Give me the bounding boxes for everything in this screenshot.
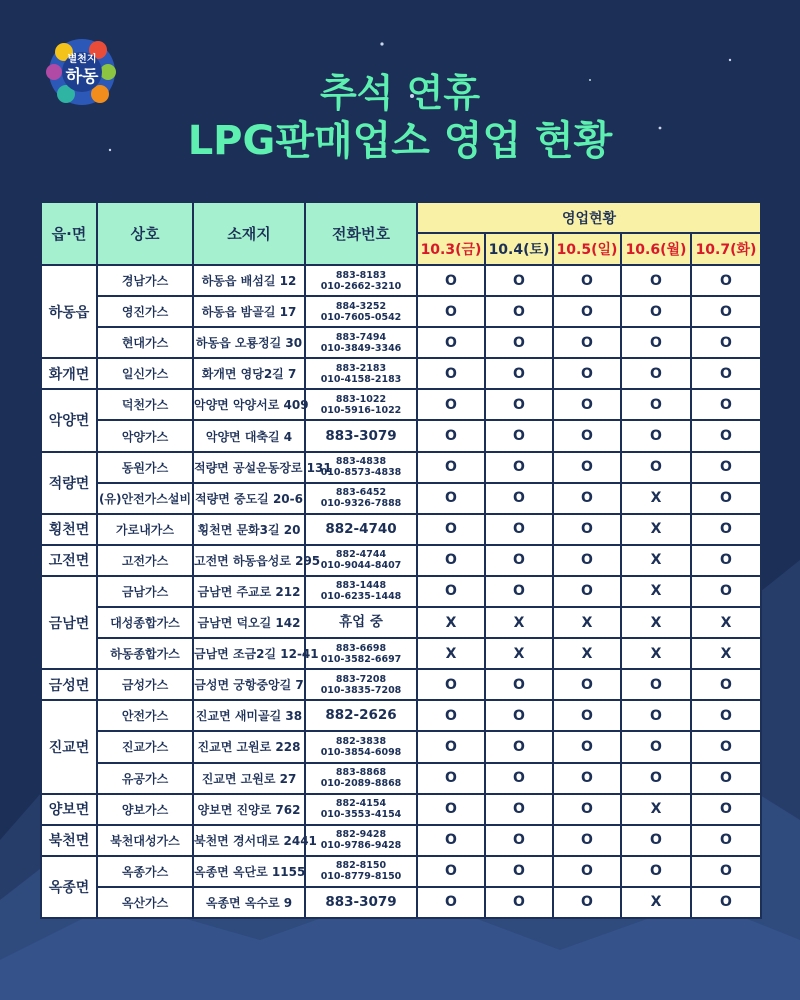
phone-cell	[305, 483, 417, 514]
shop-cell: 가로내가스	[97, 514, 193, 545]
phone-line-2: 010-9326-7888	[320, 498, 402, 510]
phone-line-2: 010-5916-1022	[320, 404, 402, 416]
table-row	[41, 607, 761, 638]
status-mark: O	[691, 576, 761, 607]
shop-cell: 진교가스	[97, 731, 193, 762]
address-cell: 옥종면 옥단로 1155	[193, 856, 305, 887]
address-cell: 옥종면 옥수로 9	[193, 887, 305, 918]
status-mark: O	[691, 296, 761, 327]
status-mark: O	[691, 514, 761, 545]
status-mark: O	[553, 825, 621, 856]
status-mark: O	[553, 296, 621, 327]
phone-line-1: 883-6452	[335, 487, 387, 499]
shop-cell: 영진가스	[97, 296, 193, 327]
status-mark: O	[621, 700, 691, 731]
header-region: 읍·면	[41, 202, 97, 265]
status-mark: O	[691, 700, 761, 731]
phone-cell	[305, 731, 417, 762]
shop-cell: 금남가스	[97, 576, 193, 607]
table-row	[41, 420, 761, 451]
phone-line-2: 010-7605-0542	[320, 311, 402, 323]
phone-line-2: 010-8779-8150	[320, 871, 402, 883]
phone-cell	[305, 576, 417, 607]
status-mark: O	[417, 700, 485, 731]
header-phone: 전화번호	[305, 202, 417, 265]
table-row	[41, 265, 761, 296]
shop-cell: 현대가스	[97, 327, 193, 358]
table-row	[41, 545, 761, 576]
address-cell: 적량면 공설운동장로 131	[193, 452, 305, 483]
status-mark: O	[417, 514, 485, 545]
phone-line-1: 883-1448	[335, 580, 387, 592]
address-cell: 화개면 영당2길 7	[193, 358, 305, 389]
region-cell: 북천면	[41, 825, 97, 856]
status-mark: O	[553, 669, 621, 700]
table-row	[41, 358, 761, 389]
phone-line-1: 휴업 중	[339, 614, 383, 631]
status-mark: X	[621, 545, 691, 576]
status-mark: O	[553, 731, 621, 762]
address-cell: 금남면 조금2길 12-41	[193, 638, 305, 669]
region-cell: 진교면	[41, 700, 97, 793]
status-mark: O	[417, 794, 485, 825]
address-cell: 횡천면 문화3길 20	[193, 514, 305, 545]
phone-line-1: 884-3252	[335, 300, 387, 312]
status-mark: X	[417, 607, 485, 638]
header-day-4: 10.6(월)	[621, 233, 691, 265]
status-mark: O	[485, 545, 553, 576]
shop-cell: 경남가스	[97, 265, 193, 296]
table-row	[41, 700, 761, 731]
status-mark: O	[553, 483, 621, 514]
phone-line-1: 883-4838	[335, 456, 387, 468]
shop-cell: 유공가스	[97, 763, 193, 794]
phone-line-2: 010-4158-2183	[320, 373, 402, 385]
phone-cell	[305, 514, 417, 545]
status-mark: O	[485, 700, 553, 731]
shop-cell: 양보가스	[97, 794, 193, 825]
address-cell: 북천면 경서대로 2441	[193, 825, 305, 856]
table-row	[41, 514, 761, 545]
status-mark: O	[553, 576, 621, 607]
table-row	[41, 887, 761, 918]
status-mark: O	[553, 265, 621, 296]
lpg-schedule-table	[40, 201, 762, 919]
phone-cell	[305, 887, 417, 918]
header-day-5: 10.7(화)	[691, 233, 761, 265]
shop-cell: 옥산가스	[97, 887, 193, 918]
phone-cell	[305, 607, 417, 638]
phone-cell	[305, 545, 417, 576]
status-mark: O	[621, 452, 691, 483]
status-mark: O	[417, 296, 485, 327]
status-mark: O	[485, 669, 553, 700]
status-mark: O	[485, 763, 553, 794]
table-row	[41, 389, 761, 420]
phone-cell	[305, 638, 417, 669]
phone-line-1: 882-3838	[335, 735, 387, 747]
phone-cell	[305, 389, 417, 420]
address-cell: 금성면 궁항중앙길 7	[193, 669, 305, 700]
status-mark: O	[485, 887, 553, 918]
phone-line-1: 883-8183	[335, 269, 387, 281]
address-cell: 하동읍 배섬길 12	[193, 265, 305, 296]
phone-cell	[305, 763, 417, 794]
schedule-body	[41, 265, 761, 918]
status-mark: O	[691, 856, 761, 887]
status-mark: O	[553, 856, 621, 887]
shop-cell: 일신가스	[97, 358, 193, 389]
status-mark: O	[691, 265, 761, 296]
phone-cell	[305, 358, 417, 389]
shop-cell: 안전가스	[97, 700, 193, 731]
status-mark: O	[691, 452, 761, 483]
address-cell: 적량면 중도길 20-6	[193, 483, 305, 514]
address-cell: 금남면 덕오길 142	[193, 607, 305, 638]
phone-line-1: 883-6698	[335, 642, 387, 654]
status-mark: O	[485, 265, 553, 296]
shop-cell: 고전가스	[97, 545, 193, 576]
status-mark: O	[621, 358, 691, 389]
phone-cell	[305, 452, 417, 483]
status-mark: X	[621, 607, 691, 638]
region-cell: 화개면	[41, 358, 97, 389]
phone-line-2: 010-2089-8868	[320, 778, 402, 790]
status-mark: X	[621, 794, 691, 825]
status-mark: O	[485, 731, 553, 762]
status-mark: O	[485, 452, 553, 483]
status-mark: X	[621, 638, 691, 669]
phone-line-2: 010-3849-3346	[320, 342, 402, 354]
status-mark: O	[621, 731, 691, 762]
title-line-1: 추석 연휴	[319, 71, 481, 115]
status-mark: O	[691, 420, 761, 451]
status-mark: O	[417, 358, 485, 389]
status-mark: O	[553, 389, 621, 420]
status-mark: O	[553, 420, 621, 451]
status-mark: O	[553, 358, 621, 389]
header-address: 소재지	[193, 202, 305, 265]
address-cell: 진교면 새미골길 38	[193, 700, 305, 731]
page-title	[0, 70, 800, 166]
status-mark: O	[485, 420, 553, 451]
phone-line-1: 883-3079	[325, 893, 397, 910]
address-cell: 악양면 대축길 4	[193, 420, 305, 451]
logo-text-top: 별천지	[67, 54, 97, 65]
phone-cell	[305, 794, 417, 825]
status-mark: O	[485, 856, 553, 887]
address-cell: 하동읍 오룡정길 30	[193, 327, 305, 358]
shop-cell: 대성종합가스	[97, 607, 193, 638]
table-row	[41, 825, 761, 856]
address-cell: 금남면 주교로 212	[193, 576, 305, 607]
status-mark: O	[553, 794, 621, 825]
header-shop: 상호	[97, 202, 193, 265]
status-mark: O	[553, 763, 621, 794]
status-mark: O	[691, 669, 761, 700]
phone-line-1: 882-4740	[325, 520, 397, 537]
phone-line-2: 010-9044-8407	[320, 560, 402, 572]
status-mark: X	[621, 576, 691, 607]
status-mark: O	[553, 327, 621, 358]
status-mark: O	[485, 825, 553, 856]
phone-line-2: 010-9786-9428	[320, 840, 402, 852]
status-mark: O	[621, 856, 691, 887]
table-row	[41, 327, 761, 358]
phone-cell	[305, 296, 417, 327]
status-mark: O	[553, 887, 621, 918]
phone-cell	[305, 700, 417, 731]
phone-cell	[305, 327, 417, 358]
region-cell: 하동읍	[41, 265, 97, 358]
region-cell: 금성면	[41, 669, 97, 700]
status-mark: O	[621, 420, 691, 451]
address-cell: 하동읍 밤골길 17	[193, 296, 305, 327]
status-mark: O	[691, 794, 761, 825]
status-mark: O	[553, 514, 621, 545]
status-mark: X	[417, 638, 485, 669]
status-mark: X	[553, 638, 621, 669]
table-row	[41, 856, 761, 887]
status-mark: O	[553, 452, 621, 483]
title-line-2: LPG판매업소 영업 현황	[187, 118, 613, 164]
header-status: 영업현황	[417, 202, 761, 233]
status-mark: O	[485, 576, 553, 607]
region-cell: 금남면	[41, 576, 97, 669]
shop-cell: 악양가스	[97, 420, 193, 451]
table-row	[41, 576, 761, 607]
address-cell: 진교면 고원로 27	[193, 763, 305, 794]
status-mark: O	[621, 669, 691, 700]
phone-line-2: 010-8573-4838	[320, 467, 402, 479]
phone-line-2: 010-2662-3210	[320, 280, 402, 292]
status-mark: O	[691, 358, 761, 389]
phone-line-2: 010-3582-6697	[320, 653, 402, 665]
status-mark: O	[485, 483, 553, 514]
region-cell: 옥종면	[41, 856, 97, 918]
status-mark: O	[621, 763, 691, 794]
status-mark: O	[553, 545, 621, 576]
status-mark: O	[417, 669, 485, 700]
status-mark: O	[417, 265, 485, 296]
table-row	[41, 669, 761, 700]
table-row	[41, 296, 761, 327]
phone-line-2: 010-3553-4154	[320, 809, 402, 821]
phone-cell	[305, 669, 417, 700]
shop-cell: (유)안전가스설비	[97, 483, 193, 514]
status-mark: O	[417, 576, 485, 607]
phone-line-1: 883-1022	[335, 393, 387, 405]
status-mark: O	[621, 296, 691, 327]
region-cell: 양보면	[41, 794, 97, 825]
phone-line-1: 883-2183	[335, 362, 387, 374]
phone-line-2: 010-3835-7208	[320, 684, 402, 696]
status-mark: O	[417, 389, 485, 420]
status-mark: O	[691, 731, 761, 762]
status-mark: O	[485, 514, 553, 545]
logo-text-main: 하동	[65, 67, 99, 87]
status-mark: X	[691, 638, 761, 669]
phone-line-1: 882-9428	[335, 829, 387, 841]
status-mark: O	[691, 545, 761, 576]
phone-line-1: 883-7208	[335, 673, 387, 685]
phone-line-1: 883-3079	[325, 427, 397, 444]
status-mark: O	[417, 545, 485, 576]
status-mark: O	[691, 327, 761, 358]
phone-line-1: 882-4744	[335, 549, 387, 561]
status-mark: O	[485, 794, 553, 825]
shop-cell: 동원가스	[97, 452, 193, 483]
status-mark: O	[691, 763, 761, 794]
phone-line-2: 010-6235-1448	[320, 591, 402, 603]
status-mark: O	[485, 358, 553, 389]
status-mark: O	[417, 731, 485, 762]
status-mark: X	[621, 887, 691, 918]
region-cell: 적량면	[41, 452, 97, 514]
shop-cell: 옥종가스	[97, 856, 193, 887]
region-cell: 횡천면	[41, 514, 97, 545]
phone-cell	[305, 265, 417, 296]
status-mark: O	[417, 825, 485, 856]
status-mark: X	[485, 607, 553, 638]
status-mark: O	[485, 327, 553, 358]
table-row	[41, 794, 761, 825]
status-mark: O	[691, 483, 761, 514]
status-mark: O	[417, 420, 485, 451]
status-mark: O	[691, 887, 761, 918]
status-mark: O	[621, 825, 691, 856]
region-cell: 악양면	[41, 389, 97, 451]
status-mark: O	[691, 825, 761, 856]
status-mark: O	[553, 700, 621, 731]
status-mark: O	[691, 389, 761, 420]
phone-line-1: 883-7494	[335, 331, 387, 343]
status-mark: X	[553, 607, 621, 638]
status-mark: O	[417, 763, 485, 794]
status-mark: O	[417, 483, 485, 514]
header-day-3: 10.5(일)	[553, 233, 621, 265]
table-row	[41, 731, 761, 762]
header-day-2: 10.4(토)	[485, 233, 553, 265]
phone-line-1: 882-8150	[335, 860, 387, 872]
status-mark: O	[621, 389, 691, 420]
shop-cell: 금성가스	[97, 669, 193, 700]
status-mark: X	[621, 483, 691, 514]
address-cell: 진교면 고원로 228	[193, 731, 305, 762]
status-mark: O	[485, 296, 553, 327]
table-row	[41, 638, 761, 669]
phone-line-1: 882-4154	[335, 798, 387, 810]
status-mark: O	[621, 265, 691, 296]
address-cell: 악양면 악양서로 409	[193, 389, 305, 420]
status-mark: O	[417, 327, 485, 358]
status-mark: O	[417, 452, 485, 483]
header-day-1: 10.3(금)	[417, 233, 485, 265]
status-mark: O	[417, 856, 485, 887]
status-mark: O	[485, 389, 553, 420]
phone-cell	[305, 420, 417, 451]
status-mark: O	[621, 327, 691, 358]
status-mark: O	[417, 887, 485, 918]
phone-line-2: 010-3854-6098	[320, 746, 402, 758]
phone-line-1: 882-2626	[325, 707, 397, 724]
table-row	[41, 483, 761, 514]
shop-cell: 덕천가스	[97, 389, 193, 420]
status-mark: X	[691, 607, 761, 638]
phone-cell	[305, 825, 417, 856]
status-mark: X	[485, 638, 553, 669]
phone-line-1: 883-8868	[335, 767, 387, 779]
phone-cell	[305, 856, 417, 887]
shop-cell: 북천대성가스	[97, 825, 193, 856]
address-cell: 양보면 진양로 762	[193, 794, 305, 825]
address-cell: 고전면 하동읍성로 295	[193, 545, 305, 576]
table-row	[41, 452, 761, 483]
region-cell: 고전면	[41, 545, 97, 576]
shop-cell: 하동종합가스	[97, 638, 193, 669]
table-row	[41, 763, 761, 794]
status-mark: X	[621, 514, 691, 545]
